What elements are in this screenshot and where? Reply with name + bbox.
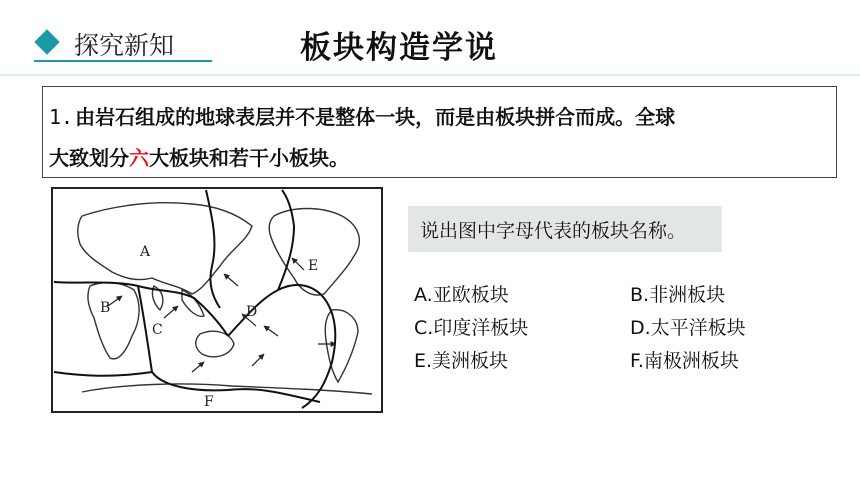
section-tag: [34, 24, 214, 62]
page-title: 板块构造学说: [300, 30, 498, 66]
answer-f: F.南极洲板块: [630, 350, 739, 372]
question-box: [408, 206, 722, 252]
plate-label-e: E: [308, 258, 319, 274]
statement-line-2: [49, 142, 349, 171]
question-prompt: 说出图中字母代表的板块名称。: [420, 220, 687, 242]
plate-label-d: D: [246, 304, 258, 320]
answer-a: A.亚欧板块: [414, 284, 509, 306]
plate-label-c: C: [152, 322, 163, 338]
highlight-number: 六: [129, 146, 149, 170]
header-divider: [0, 74, 860, 76]
statement-text-1: 由岩石组成的地球表层并不是整体一块，而是由板块拼合而成。全球: [75, 105, 676, 129]
section-label: 探究新知: [74, 31, 175, 60]
statement-text-2b: 大板块和若干小板块。: [149, 146, 349, 170]
statement-number: 1.: [49, 105, 74, 129]
answer-d: D.太平洋板块: [630, 317, 746, 339]
plate-map-svg: [42, 186, 392, 436]
diamond-icon: [34, 29, 59, 54]
section-underline: [34, 60, 212, 62]
statement-line-1: [49, 101, 675, 130]
statement-box: [42, 86, 837, 178]
plate-label-f: F: [204, 394, 214, 410]
answer-b: B.非洲板块: [630, 284, 726, 306]
statement-text-2a: 大致划分: [49, 146, 129, 170]
answer-c: C.印度洋板块: [414, 317, 529, 339]
plate-label-b: B: [100, 300, 111, 316]
answer-e: E.美洲板块: [414, 350, 509, 372]
plate-map: [42, 186, 392, 436]
plate-label-a: A: [140, 244, 151, 260]
